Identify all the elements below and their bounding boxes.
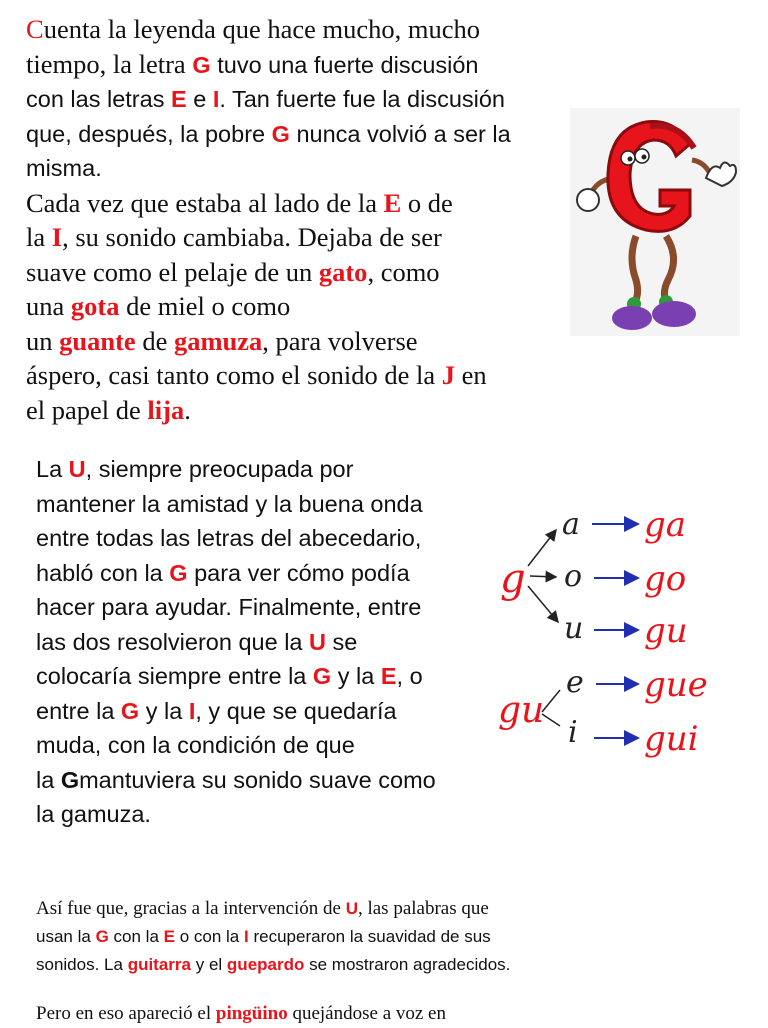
word-guitarra: guitarra [127, 955, 191, 974]
branch-arrow [528, 586, 558, 622]
letter-j: J [441, 360, 456, 390]
text: sonidos. La [36, 955, 123, 974]
p2-line-10 [36, 763, 506, 798]
p1-line-3 [26, 82, 586, 117]
text: colocaría siempre entre la [36, 663, 307, 689]
text: la [26, 222, 46, 252]
letter-e: E [163, 927, 175, 946]
word-gato: gato [318, 256, 368, 287]
syllable-gu: gu [644, 611, 688, 651]
p1-line-8 [26, 255, 586, 290]
story-paragraph-2 [36, 452, 506, 832]
letter-e: E [380, 663, 397, 689]
text: se mostraron agradecidos. [309, 955, 511, 974]
text: las dos resolvieron que la [36, 628, 303, 655]
vowel-o: o [564, 559, 583, 594]
g-character-illustration [570, 108, 740, 336]
p1-line-12 [26, 393, 586, 428]
p1-line-1 [26, 12, 586, 47]
p1-line-4 [26, 117, 586, 152]
p1-line-5: misma. [26, 155, 102, 181]
word-gota: gota [70, 291, 120, 321]
letter-g: G [120, 697, 140, 724]
text: . [184, 394, 191, 425]
text: La [36, 456, 63, 482]
vowel-a: a [562, 507, 580, 542]
letter-u: U [68, 456, 86, 482]
letter-u: U [309, 628, 327, 655]
p2-line-1 [36, 452, 506, 487]
letter-g: G [95, 927, 109, 946]
text: suave como el pelaje de un [26, 256, 313, 287]
p1-line-11 [26, 358, 586, 393]
drop-cap: C [26, 14, 44, 44]
text: entre la [36, 697, 115, 724]
text: recuperaron la suavidad de sus [253, 927, 491, 946]
syllable-ga: ga [644, 505, 687, 545]
text: se [332, 628, 358, 655]
letter-g: G [312, 663, 332, 689]
p2-line-6 [36, 625, 506, 660]
story-paragraph-1 [26, 12, 586, 427]
vowel-e: e [566, 665, 584, 700]
text: , las palabras que [357, 898, 489, 919]
text: quejándose a voz en [292, 1003, 446, 1024]
text: un [26, 325, 53, 356]
p1-line-9 [26, 289, 586, 324]
letter-g: G [271, 120, 290, 147]
text: de miel o como [126, 291, 291, 321]
text: con la [113, 927, 159, 946]
p3-line-2 [36, 923, 636, 951]
text: o de [407, 187, 453, 218]
text: nunca volvió a ser la [296, 120, 511, 147]
p2-line-8 [36, 694, 506, 729]
text: para ver cómo podía [194, 559, 410, 586]
word-pinguino: pingüino [215, 1003, 288, 1024]
letter-g: G [192, 51, 211, 78]
g-character-icon [570, 108, 740, 336]
text: , como [367, 256, 440, 287]
text: , y que se quedaría [195, 697, 397, 724]
text: en [461, 360, 487, 390]
syllable-gue: gue [644, 665, 708, 705]
story-paragraph-3 [36, 895, 636, 979]
text: tuvo una fuerte discusión [217, 51, 479, 78]
text: la [36, 766, 55, 793]
p2-line-11: la gamuza. [36, 801, 151, 827]
text: , siempre preocupada por [85, 456, 354, 482]
diagram-gu: gu [498, 690, 545, 731]
text: Cada vez que estaba al lado de la [26, 187, 377, 218]
p2-line-5: hacer para ayudar. Finalmente, entre [36, 594, 422, 620]
vowel-i: i [568, 715, 578, 750]
vowel-u: u [564, 611, 584, 646]
syllable-go: go [644, 559, 687, 599]
p1-line-7 [26, 220, 586, 255]
text: Pero en eso apareció el [36, 1003, 212, 1024]
branch-arrow [528, 530, 556, 566]
text: que, después, la pobre [26, 120, 266, 147]
letter-i: I [244, 927, 249, 946]
p2-line-7 [36, 659, 506, 694]
word-guante: guante [59, 325, 136, 356]
p1-line-6 [26, 186, 586, 221]
letter-e: E [383, 187, 402, 218]
text: usan la [36, 927, 91, 946]
text: e [193, 86, 207, 112]
text: , para volverse [262, 325, 418, 356]
syllable-diagram-svg [494, 500, 724, 770]
text: y la [337, 663, 375, 689]
p2-line-4 [36, 556, 506, 591]
text: habló con la [36, 559, 163, 586]
branch-line [542, 714, 560, 726]
text: . Tan fuerte fue la discusión [219, 86, 506, 112]
text: , o [396, 663, 423, 689]
text: el papel de [26, 394, 141, 425]
p1-line-10 [26, 324, 586, 359]
word-lija: lija [147, 394, 185, 425]
branch-line [542, 690, 560, 712]
text: Así fue que, gracias a la intervención de [36, 898, 341, 919]
text: áspero, casi tanto como el sonido de la [26, 360, 436, 390]
letter-i: I [212, 86, 220, 112]
syllable-gui: gui [644, 719, 699, 759]
p2-line-3: entre todas las letras del abecedario, [36, 525, 422, 551]
text: tiempo, la letra [26, 48, 186, 79]
word-guepardo: guepardo [226, 955, 305, 974]
text: con las letras [26, 86, 165, 112]
letter-i: I [51, 222, 63, 252]
text: una [26, 291, 65, 321]
text: uenta la leyenda que hace mucho, mucho [43, 14, 481, 44]
text: y la [145, 697, 183, 724]
text: o con la [179, 927, 240, 946]
diagram-g: g [500, 556, 526, 602]
p3-line-3 [36, 951, 636, 979]
letter-g: G [60, 766, 80, 793]
syllable-diagram [494, 500, 724, 770]
p1-line-2 [26, 47, 586, 83]
letter-u: U [345, 899, 358, 918]
text: , su sonido cambiaba. Dejaba de ser [62, 222, 442, 252]
text: mantuviera su sonido suave como [79, 766, 436, 793]
letter-g: G [169, 559, 188, 586]
word-gamuza: gamuza [173, 325, 263, 356]
p2-line-9: muda, con la condición de que [36, 732, 355, 758]
p2-line-2: mantener la amistad y la buena onda [36, 490, 423, 517]
letter-i: I [188, 697, 196, 724]
text: y el [195, 955, 223, 974]
branch-arrow [530, 576, 556, 577]
p3-line-1 [36, 895, 636, 923]
letter-e: E [170, 86, 187, 112]
text: de [142, 325, 168, 356]
